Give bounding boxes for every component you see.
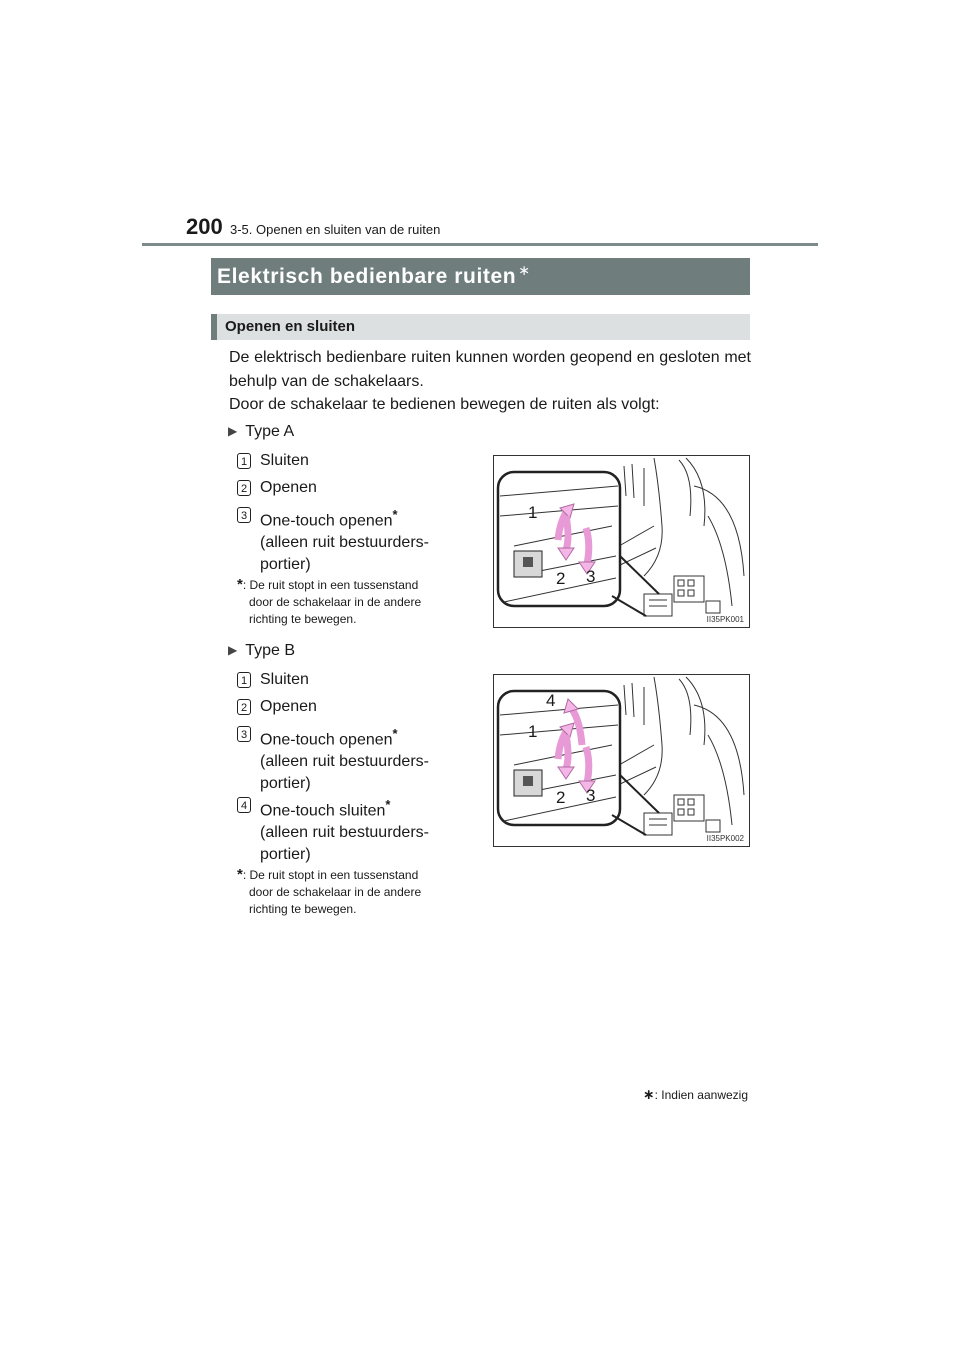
number-badge: 4 — [237, 797, 251, 813]
list-item: One-touch openen* (alleen ruit bestuurders- portier) — [260, 726, 429, 793]
figure-code: II35PK001 — [706, 615, 744, 624]
callout-2: 2 — [556, 788, 566, 807]
callout-4: 4 — [546, 691, 556, 710]
figure-type-a — [493, 455, 750, 628]
header-rule — [142, 243, 818, 246]
page-title — [217, 262, 531, 289]
note: *: De ruit stopt in een tussenstand door de schakelaar in de andere richting te bewegen. — [237, 866, 422, 916]
number-badge: 1 — [237, 672, 251, 688]
list-item: Sluiten — [260, 671, 309, 688]
figure-type-b — [493, 674, 750, 847]
number-badge: 3 — [237, 507, 251, 523]
triangle-icon: ▶ — [228, 424, 238, 438]
intro-paragraph: De elektrisch bedienbare ruiten kunnen worden geopend en gesloten met behulp van de schakelaars. — [229, 349, 751, 390]
callout-3: 3 — [586, 786, 596, 805]
footnote: ∗: Indien aanwezig — [642, 1086, 748, 1102]
title-text: Elektrisch bedienbare ruiten — [217, 265, 517, 288]
list-item: One-touch sluiten* (alleen ruit bestuurders- portier) — [260, 797, 429, 864]
type-a-heading: ▶ Type A — [228, 423, 295, 440]
number-badge: 2 — [237, 480, 251, 496]
number-badge: 3 — [237, 726, 251, 742]
list-item: Sluiten — [260, 452, 309, 469]
callout-1: 1 — [528, 503, 538, 522]
list-item: One-touch openen* (alleen ruit bestuurders- portier) — [260, 507, 429, 574]
number-badge: 1 — [237, 453, 251, 469]
subtitle-accent — [211, 314, 217, 340]
callout-2: 2 — [556, 569, 566, 588]
callout-3: 3 — [586, 567, 596, 586]
type-b-heading: ▶ Type B — [228, 642, 296, 659]
triangle-icon: ▶ — [228, 643, 238, 657]
title-marker: ∗ — [518, 262, 531, 278]
page-number: 200 — [186, 214, 223, 239]
window-switch-illustration — [494, 675, 749, 846]
window-switch-illustration — [494, 456, 749, 627]
note: *: De ruit stopt in een tussenstand door de schakelaar in de andere richting te bewegen. — [237, 576, 422, 626]
list-item: Openen — [260, 698, 317, 715]
list-item: Openen — [260, 479, 317, 496]
intro-instruction: Door de schakelaar te bedienen bewegen de ruiten als volgt: — [229, 396, 660, 413]
callout-1: 1 — [528, 722, 538, 741]
subtitle: Openen en sluiten — [225, 318, 356, 335]
section-reference: 3-5. Openen en sluiten van de ruiten — [230, 222, 441, 237]
number-badge: 2 — [237, 699, 251, 715]
figure-code: II35PK002 — [706, 834, 744, 843]
